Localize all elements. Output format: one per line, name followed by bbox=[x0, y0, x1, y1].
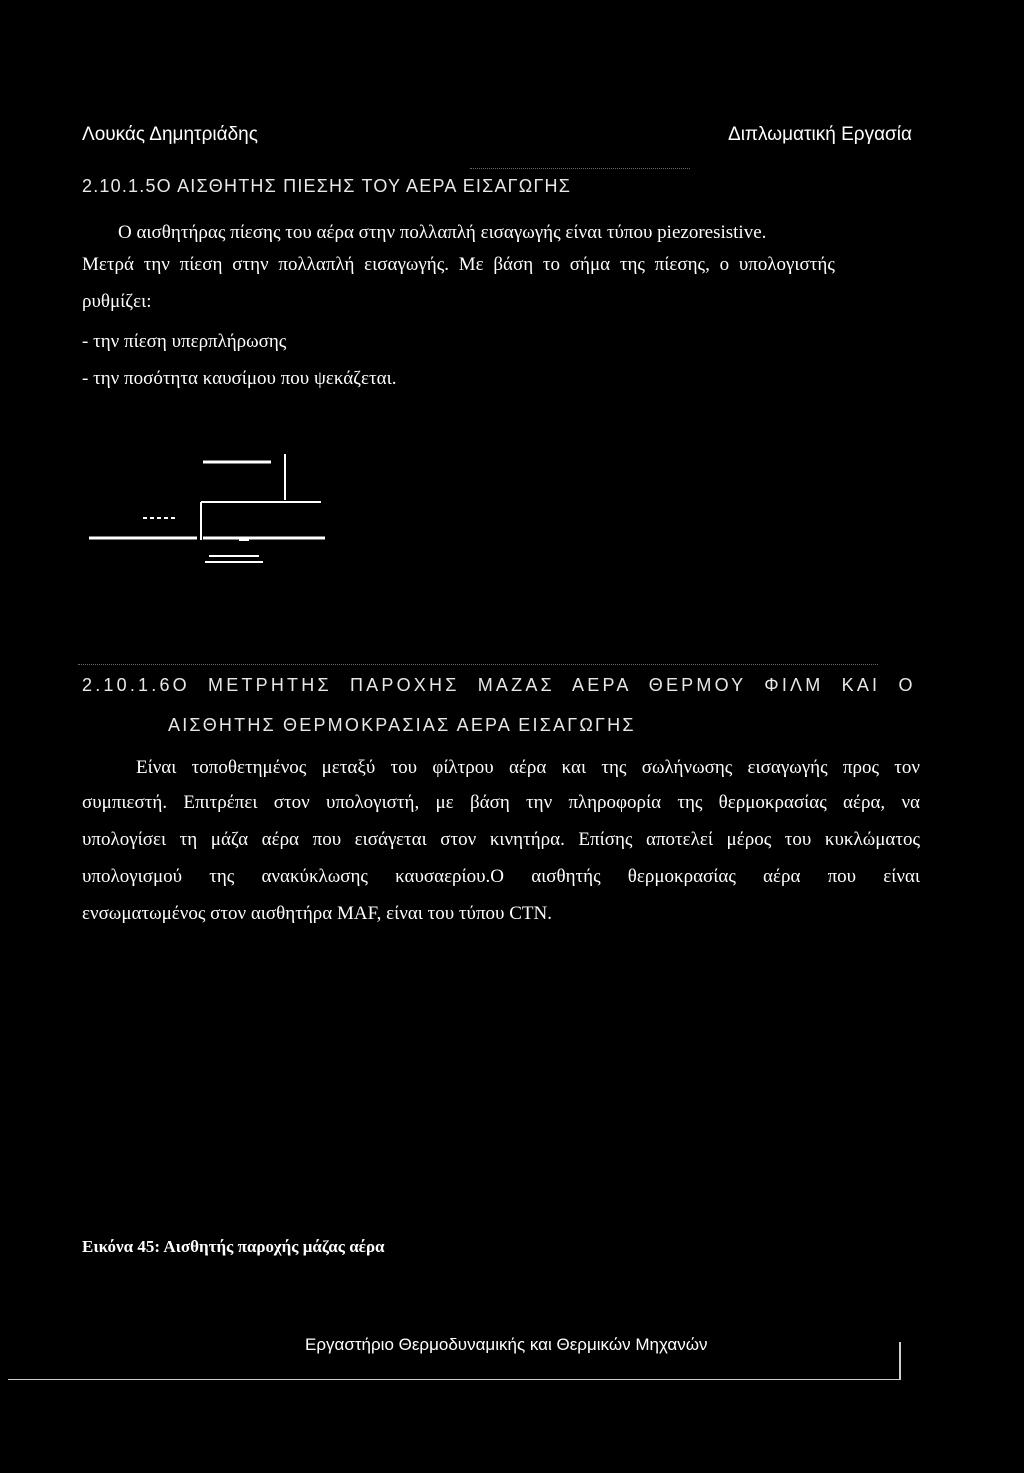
paragraph-line: Ο αισθητήρας πίεσης του αέρα στην πολλαπλή εισαγωγής είναι τύπου piezoresistive. bbox=[118, 222, 767, 243]
scan-dotted-line bbox=[470, 168, 690, 170]
footer-divider bbox=[899, 1342, 901, 1380]
header-doc-type: Διπλωματική Εργασία bbox=[728, 124, 912, 145]
paragraph-line: ρυθμίζει: bbox=[82, 291, 152, 312]
section-heading-maf-sensor-cont: ΑΙΣΘΗΤΗΣ ΘΕΡΜΟΚΡΑΣΙΑΣ ΑΕΡΑ ΕΙΣΑΓΩΓΗΣ bbox=[168, 715, 636, 735]
scan-dotted-line bbox=[78, 664, 878, 666]
list-item: - την ποσότητα καυσίμου που ψεκάζεται. bbox=[82, 368, 397, 389]
paragraph-line: υπολογίσει τη μάζα αέρα που εισάγεται στον κινητήρα. Επίσης αποτελεί μέρος του κυκλώματος bbox=[82, 829, 920, 850]
paragraph-line: ενσωματωμένος στον αισθητήρα MAF, είναι του τύπου CTN. bbox=[82, 903, 552, 924]
list-item: - την πίεση υπερπλήρωσης bbox=[82, 331, 287, 352]
paragraph-line: Είναι τοποθετημένος μεταξύ του φίλτρου αέρα και της σωλήνωσης εισαγωγής προς τον bbox=[136, 757, 920, 778]
figure-caption: Εικόνα 45: Αισθητής παροχής μάζας αέρα bbox=[82, 1237, 385, 1256]
section-heading-pressure-sensor: 2.10.1.5Ο ΑΙΣΘΗΤΗΣ ΠΙΕΣΗΣ ΤΟΥ ΑΕΡΑ ΕΙΣΑΓΩΓΗΣ bbox=[82, 176, 572, 196]
footer-lab: Εργαστήριο Θερμοδυναμικής και Θερμικών Μηχανών bbox=[305, 1335, 708, 1354]
paragraph-line: υπολογισμού της ανακύκλωσης καυσαερίου.Ο αισθητής θερμοκρασίας αέρα που είναι bbox=[82, 866, 920, 887]
footer-rule bbox=[8, 1379, 900, 1380]
section-heading-maf-sensor: 2.10.1.6Ο ΜΕΤΡΗΤΗΣ ΠΑΡΟΧΗΣ ΜΑΖΑΣ ΑΕΡΑ ΘΕΡΜΟΥ ΦΙΛΜ ΚΑΙ Ο bbox=[82, 675, 916, 695]
header-author: Λουκάς Δημητριάδης bbox=[82, 124, 258, 145]
sensor-diagram-fragment bbox=[85, 448, 345, 578]
paragraph-line: συμπιεστή. Επιτρέπει στον υπολογιστή, με βάση την πληροφορία της θερμοκρασίας αέρα, να bbox=[82, 792, 920, 813]
paragraph-line: Μετρά την πίεση στην πολλαπλή εισαγωγής. Με βάση το σήμα της πίεσης, ο υπολογιστής bbox=[82, 254, 835, 275]
